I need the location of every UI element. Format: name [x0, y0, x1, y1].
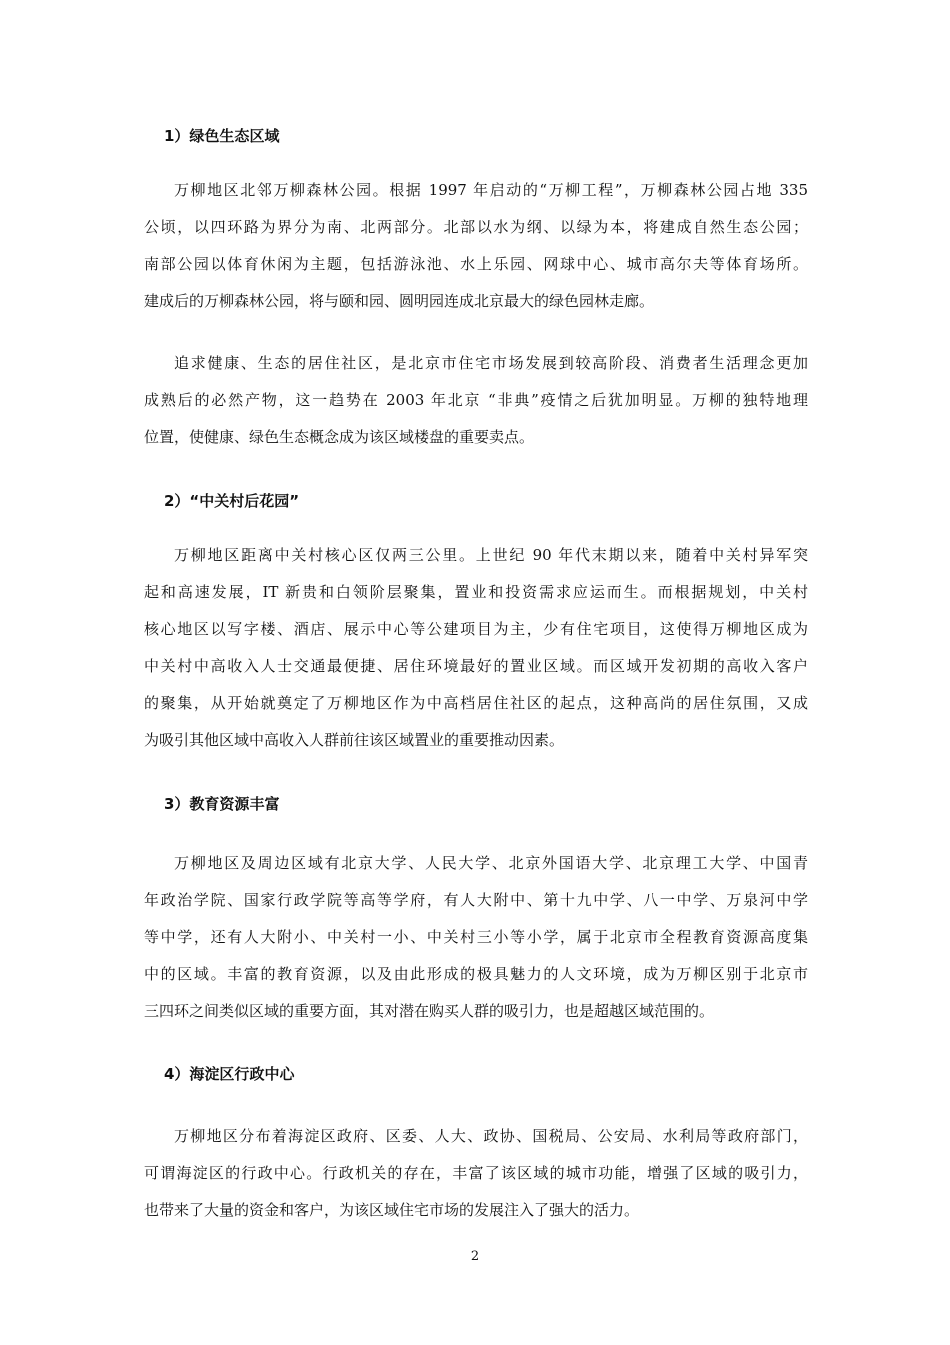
text-line: 核心地区以写字楼、酒店、展示中心等公建项目为主，少有住宅项目，这使得万柳地区成为 [144, 620, 808, 638]
text-line: 南部公园以体育休闲为主题，包括游泳池、水上乐园、网球中心、城市高尔夫等体育场所。 [144, 255, 808, 273]
paragraph-green-ecology-1 [144, 172, 808, 320]
text-line: 建成后的万柳森林公园，将与颐和园、圆明园连成北京最大的绿色园林走廊。 [144, 292, 655, 310]
text-line: 追求健康、生态的居住社区，是北京市住宅市场发展到较高阶段、消费者生活理念更加 [174, 354, 808, 372]
text-line: 年政治学院、国家行政学院等高等学府，有人大附中、第十九中学、八一中学、万泉河中学 [144, 891, 808, 909]
paragraph-admin-center [144, 1118, 808, 1229]
text-line: 万柳地区距离中关村核心区仅两三公里。上世纪 90 年代末期以来，随着中关村异军突 [174, 546, 808, 564]
text-line: 为吸引其他区域中高收入人群前往该区域置业的重要推动因素。 [144, 731, 565, 749]
text-line: 中的区域。丰富的教育资源，以及由此形成的极具魅力的人文环境，成为万柳区别于北京市 [144, 965, 808, 983]
text-line: 万柳地区北邻万柳森林公园。根据 1997 年启动的“万柳工程”，万柳森林公园占地 335 [174, 181, 808, 199]
text-line: 可谓海淀区的行政中心。行政机关的存在，丰富了该区域的城市功能，增强了区域的吸引力， [144, 1164, 808, 1182]
section-heading-green-ecology: 1）绿色生态区域 [164, 127, 280, 145]
text-line: 起和高速发展，IT 新贵和白领阶层聚集，置业和投资需求应运而生。而根据规划，中关村 [144, 583, 808, 601]
paragraph-green-ecology-2 [144, 345, 808, 456]
text-line: 位置，使健康、绿色生态概念成为该区域楼盘的重要卖点。 [144, 428, 535, 446]
text-line: 三四环之间类似区域的重要方面，其对潜在购买人群的吸引力，也是超越区域范围的。 [144, 1002, 715, 1020]
section-heading-admin-center: 4）海淀区行政中心 [164, 1065, 295, 1083]
section-heading-zhongguancun-garden: 2）“中关村后花园” [164, 492, 300, 510]
text-line: 等中学，还有人大附小、中关村一小、中关村三小等小学，属于北京市全程教育资源高度集 [144, 928, 808, 946]
section-heading-education: 3）教育资源丰富 [164, 795, 280, 813]
text-line: 中关村中高收入人士交通最便捷、居住环境最好的置业区域。而区域开发初期的高收入客户 [144, 657, 808, 675]
page-number: 2 [470, 1249, 480, 1264]
text-line: 公顷，以四环路为界分为南、北两部分。北部以水为纲、以绿为本，将建成自然生态公园； [144, 218, 808, 236]
text-line: 万柳地区及周边区域有北京大学、人民大学、北京外国语大学、北京理工大学、中国青 [174, 854, 808, 872]
text-line: 万柳地区分布着海淀区政府、区委、人大、政协、国税局、公安局、水利局等政府部门， [174, 1127, 808, 1145]
paragraph-zhongguancun-garden [144, 537, 808, 759]
paragraph-education [144, 845, 808, 1030]
text-line: 成熟后的必然产物，这一趋势在 2003 年北京 “非典”疫情之后犹加明显。万柳的独特地理 [144, 391, 808, 409]
text-line: 的聚集，从开始就奠定了万柳地区作为中高档居住社区的起点，这种高尚的居住氛围，又成 [144, 694, 808, 712]
text-line: 也带来了大量的资金和客户，为该区域住宅市场的发展注入了强大的活力。 [144, 1201, 640, 1219]
